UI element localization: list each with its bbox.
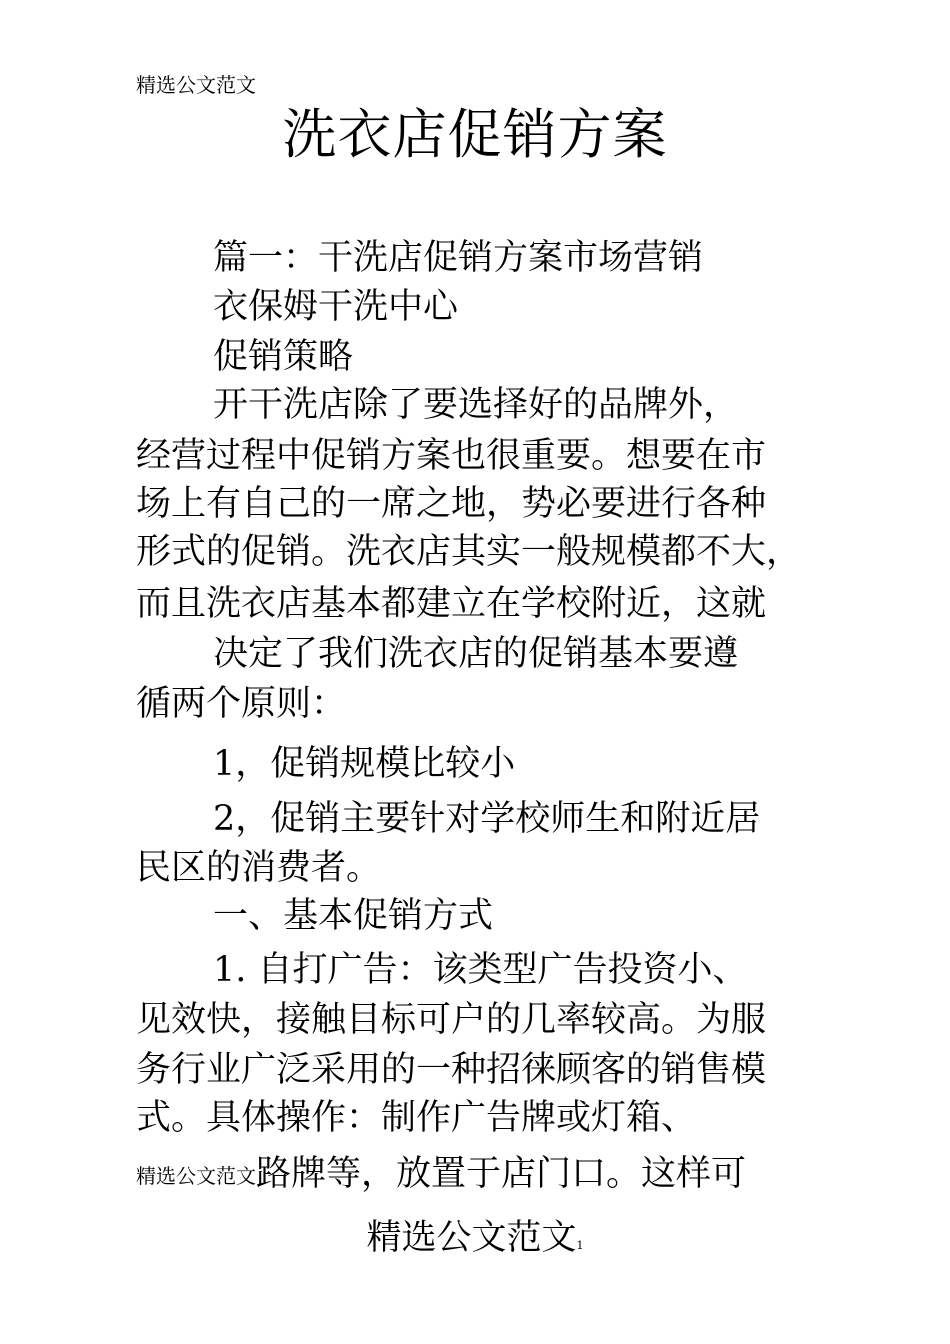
paragraph-line: 务行业广泛采用的一种招徕顾客的销售模 bbox=[136, 1050, 767, 1090]
list-item: 1，促销规模比较小 bbox=[213, 744, 516, 784]
section-heading: 一、基本促销方式 bbox=[213, 896, 494, 936]
paragraph-line-with-tag bbox=[136, 1150, 746, 1200]
paragraph-line: 篇一：干洗店促销方案市场营销 bbox=[213, 238, 704, 278]
header-tag: 精选公文范文 bbox=[136, 73, 256, 97]
paragraph-line: 式。具体操作：制作广告牌或灯箱、 bbox=[136, 1098, 697, 1138]
paragraph-line: 决定了我们洗衣店的促销基本要遵 bbox=[213, 634, 739, 674]
paragraph-line: 循两个原则： bbox=[136, 684, 347, 724]
document-title: 洗衣店促销方案 bbox=[282, 103, 668, 166]
paragraph-line: 开干洗店除了要选择好的品牌外， bbox=[213, 385, 739, 425]
paragraph-line: 形式的促销。洗衣店其实一般规模都不大， bbox=[136, 532, 802, 572]
paragraph-line: 经营过程中促销方案也很重要。想要在市 bbox=[136, 436, 767, 476]
paragraph-line: 促销策略 bbox=[213, 337, 354, 377]
paragraph-line: 1. 自打广告：该类型广告投资小、 bbox=[213, 950, 748, 990]
paragraph-line: 而且洗衣店基本都建立在学校附近，这就 bbox=[136, 584, 767, 624]
paragraph-line: 衣保姆干洗中心 bbox=[213, 287, 459, 327]
list-item: 2，促销主要针对学校师生和附近居 bbox=[213, 799, 761, 839]
paragraph-line: 见效快，接触目标可户的几率较高。为服 bbox=[136, 1000, 767, 1040]
page-number: 1 bbox=[576, 1239, 584, 1252]
paragraph-line: 场上有自己的一席之地，势必要进行各种 bbox=[136, 484, 767, 524]
paragraph-line-text: 路牌等，放置于店门口。这样可 bbox=[256, 1154, 747, 1194]
paragraph-line: 民区的消费者。 bbox=[136, 848, 382, 888]
inline-tag: 精选公文范文 bbox=[136, 1164, 256, 1188]
page-footer bbox=[0, 1214, 950, 1270]
footer-text: 精选公文范文 bbox=[366, 1218, 577, 1258]
